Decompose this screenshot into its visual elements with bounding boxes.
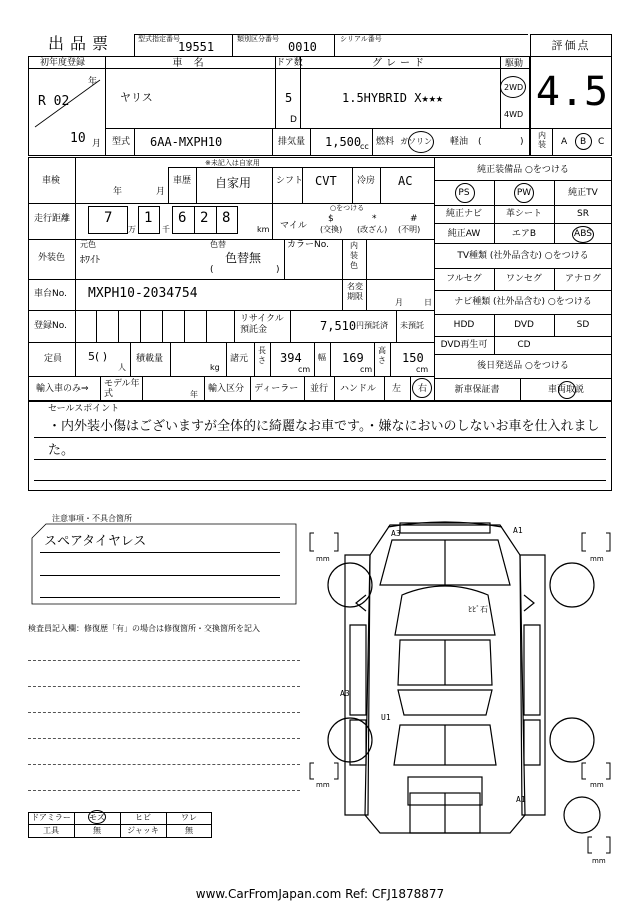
interior-label: 内装 [538, 131, 546, 149]
recycle-label: リサイクル預託金 [240, 314, 284, 335]
model-type-label: 型式 [112, 137, 131, 147]
capacity-unit: 人 [118, 363, 126, 372]
handle-left: 左 [392, 384, 402, 394]
name-label: 車 名 [172, 58, 208, 69]
tools-r4: 無 [185, 826, 193, 835]
class-no: 0010 [288, 40, 317, 54]
length-cm: cm [298, 365, 311, 374]
equip-pw-circle [514, 183, 534, 203]
equip-title: 純正装備品 ○をつける [477, 165, 569, 175]
shift: CVT [315, 174, 337, 188]
fuel-label: 燃料 [376, 137, 395, 147]
int-color-label: 内装色 [350, 241, 358, 270]
docs-title: 後日発送品 ○をつける [477, 361, 569, 371]
damage-mark-a3-side: A3 [340, 689, 350, 698]
unknown: (不明) [398, 225, 421, 234]
damage-mark-a1-front: A1 [513, 526, 523, 535]
shaken-label: 車検 [42, 176, 61, 186]
ac: AC [398, 174, 413, 188]
color-label: 外装色 [38, 253, 66, 263]
docs-manual-circle [558, 381, 576, 399]
model-type: 6AA-MXPH10 [150, 135, 223, 149]
dvd-play: DVD再生可 [440, 340, 488, 350]
score-label: 評価点 [551, 39, 591, 52]
mm-fl: mm [316, 555, 330, 563]
navi-hdd: HDD [453, 320, 475, 330]
shaken-month-unit: 月 [156, 187, 166, 197]
model-no: 19551 [178, 40, 215, 54]
drive-2wd: 2WD [504, 83, 524, 92]
height: 150 [402, 351, 424, 365]
mile: マイル [280, 221, 307, 231]
equip-abs: ABS [574, 229, 592, 239]
grade-label: グレード [372, 58, 428, 69]
navi-title: ナビ種類 (社外品含む) ○をつける [454, 297, 592, 307]
equip-pw: PW [516, 188, 532, 198]
month-unit: 月 [92, 139, 102, 149]
interior-b-circle [575, 133, 592, 150]
import-type-label: 輸入区分 [208, 384, 245, 394]
sales-line-2: た。 [48, 443, 75, 458]
sheet-title: 出品票 [48, 34, 115, 53]
orig-color: ﾎﾜｲﾄ [80, 255, 100, 266]
fuel-circle [408, 131, 434, 153]
reg-no-label: 登録No. [34, 321, 67, 331]
orig-color-label: 元色 [80, 240, 96, 249]
damage-mark-a1-rear: A1 [516, 795, 526, 804]
length: 394 [280, 351, 302, 365]
exchange: (交換) [320, 225, 343, 234]
capacity: 5( ) [88, 350, 108, 363]
grade: 1.5HYBRID X★★★ [342, 91, 444, 105]
drive-label: 駆動 [505, 59, 524, 69]
chassis-label: 車台No. [34, 289, 67, 299]
mm-rl: mm [316, 781, 330, 789]
light-oil: 軽油 [450, 137, 469, 147]
doors-label: ドア数 [276, 58, 303, 68]
mileage-digit-4: 2 [200, 210, 209, 226]
first-reg-month: 10 [70, 131, 86, 146]
navi-sd: SD [576, 320, 590, 330]
load-label: 積載量 [136, 354, 164, 364]
width: 169 [342, 351, 364, 365]
equip-abs-circle [572, 226, 594, 243]
equip-aw: 純正AW [447, 229, 481, 239]
tv-oneseg: ワンセグ [505, 274, 542, 284]
damage-mark-a3-front: A3 [391, 529, 401, 538]
recycle-none: 未預託 [400, 321, 424, 330]
fuel-paren-open: ( [478, 137, 482, 147]
repaint-paren-open: ( [210, 265, 214, 275]
ac-label: 冷房 [357, 176, 376, 186]
cc-unit: cc [360, 142, 369, 151]
class-no-label: 類別区分番号 [237, 35, 279, 43]
interior-a: A [561, 137, 568, 147]
mm-rr: mm [590, 781, 604, 789]
equip-ps-circle [455, 183, 475, 203]
tools-r1: 工具 [43, 826, 59, 835]
repaint-paren-close: ) [276, 265, 280, 275]
serial-label: シリアル番号 [340, 35, 382, 43]
year-unit: 年 [88, 77, 98, 87]
car-name: ヤリス [120, 91, 153, 104]
tools-moz-circle [88, 810, 106, 824]
score-value: 4.5 [535, 69, 609, 115]
tools-h3: ヒビ [135, 813, 151, 822]
load-unit: kg [210, 363, 220, 372]
fuel-paren-close: ) [520, 137, 524, 147]
sales-box [28, 401, 612, 491]
recycle-amount: 7,510 [320, 319, 357, 333]
equip-tv: 純正TV [568, 188, 598, 198]
interior-c: C [598, 137, 605, 147]
parallel: 並行 [310, 384, 329, 394]
width-label: 幅 [318, 353, 326, 362]
equip-navi: 純正ナビ [445, 209, 482, 219]
doors: 5 [285, 91, 293, 105]
sen-unit: 千 [162, 225, 170, 234]
dealer: ディーラー [254, 384, 299, 394]
mileage-digit-3: 6 [178, 210, 187, 226]
navi-dvd: DVD [514, 320, 534, 330]
tv-title: TV種類 (社外品含む) ○をつける [457, 251, 589, 261]
repaint: 色替無 [225, 251, 262, 265]
tv-fullseg: フルセグ [446, 274, 482, 284]
star: * [372, 214, 377, 224]
capacity-label: 定員 [44, 354, 63, 364]
docs-warranty: 新車保証書 [454, 385, 500, 395]
drive-4wd: 4WD [504, 110, 524, 119]
mm-spare: mm [592, 857, 606, 865]
chassis-no: MXPH10-2034754 [88, 286, 198, 301]
man-unit: 万 [128, 225, 136, 234]
shift-label: シフト [276, 176, 304, 186]
dollar: $ [328, 214, 334, 224]
history: 自家用 [215, 176, 252, 190]
altered: (改ざん) [357, 225, 388, 234]
mileage-digit-2: 1 [144, 210, 153, 226]
width-cm: cm [360, 365, 373, 374]
tools-h4: ワレ [181, 813, 197, 822]
mileage-digit-5: 8 [222, 210, 231, 226]
equip-ps: PS [458, 188, 470, 198]
displacement: 1,500 [325, 135, 362, 149]
length-label: 長さ [258, 346, 266, 365]
hash: # [410, 214, 418, 224]
first-reg-label: 初年度登録 [40, 58, 86, 68]
history-note: ※未記入は自家用 [205, 159, 260, 167]
spec-label: 諸元 [230, 354, 249, 364]
title-month: 月 [395, 298, 403, 307]
door-sub: D [290, 115, 297, 125]
mm-fr: mm [590, 555, 604, 563]
tools-h1: ドアミラー [31, 813, 71, 822]
import-label: 輸入車のみ⇒ [36, 384, 89, 394]
recycle-unit: 円預託済 [356, 321, 388, 330]
color-no-label: カラーNo. [287, 240, 329, 250]
model-no-label: 型式指定番号 [138, 35, 180, 43]
displacement-label: 排気量 [278, 137, 306, 147]
mileage-digit-1: 7 [104, 210, 113, 226]
handle-right-circle [412, 378, 432, 398]
mileage-circle-note: ○をつける [330, 204, 365, 212]
shaken-year-unit: 年 [113, 187, 123, 197]
docs-manual: 車両取説 [547, 385, 584, 395]
height-label: 高さ [378, 346, 386, 365]
notes-label: 注意事項・不具合箇所 [52, 514, 132, 523]
tools-h2: モズ [89, 813, 105, 822]
km-unit: km [257, 225, 270, 234]
damage-mark-chip: ﾋﾋﾞ石 [468, 605, 488, 614]
tools-r2: 無 [93, 826, 101, 835]
model-year-label: モデル年式 [104, 379, 140, 399]
equip-leather: 革シート [505, 209, 542, 219]
interior-b: B [580, 137, 587, 147]
handle-label: ハンドル [340, 384, 377, 394]
repaint-label: 色替 [210, 240, 226, 249]
inspector-label: 検査員記入欄：修復歴「有」の場合は修復箇所・交換箇所を記入 [28, 624, 260, 633]
first-reg-year: R 02 [38, 94, 70, 109]
history-label: 車歴 [173, 176, 192, 186]
tools-r3: ジャッキ [127, 826, 159, 835]
mileage-label: 走行距離 [34, 214, 71, 224]
equip-sr: SR [577, 209, 589, 219]
title-exp-label: 名変期限 [347, 282, 363, 301]
sales-line-1: ・内外装小傷はございますが全体的に綺麗なお車です。・嫌なにおいのしないお車を仕入れまし [48, 419, 600, 434]
handle-right: 右 [418, 384, 428, 394]
model-year-unit: 年 [190, 390, 198, 399]
damage-mark-u1: U1 [381, 713, 391, 722]
tv-analog: アナログ [564, 274, 601, 284]
height-cm: cm [416, 365, 429, 374]
title-day: 日 [424, 298, 432, 307]
sales-label: セールスポイント [48, 404, 120, 414]
drive-2wd-circle [500, 76, 526, 98]
notes-line-1: スペアタイヤレス [44, 534, 147, 549]
cd: CD [517, 340, 531, 350]
footer-ref: www.CarFromJapan.com Ref: CFJ1878877 [195, 887, 445, 901]
fuel-gasoline: ガソリン [400, 137, 432, 146]
equip-airbag: エアB [511, 229, 537, 239]
